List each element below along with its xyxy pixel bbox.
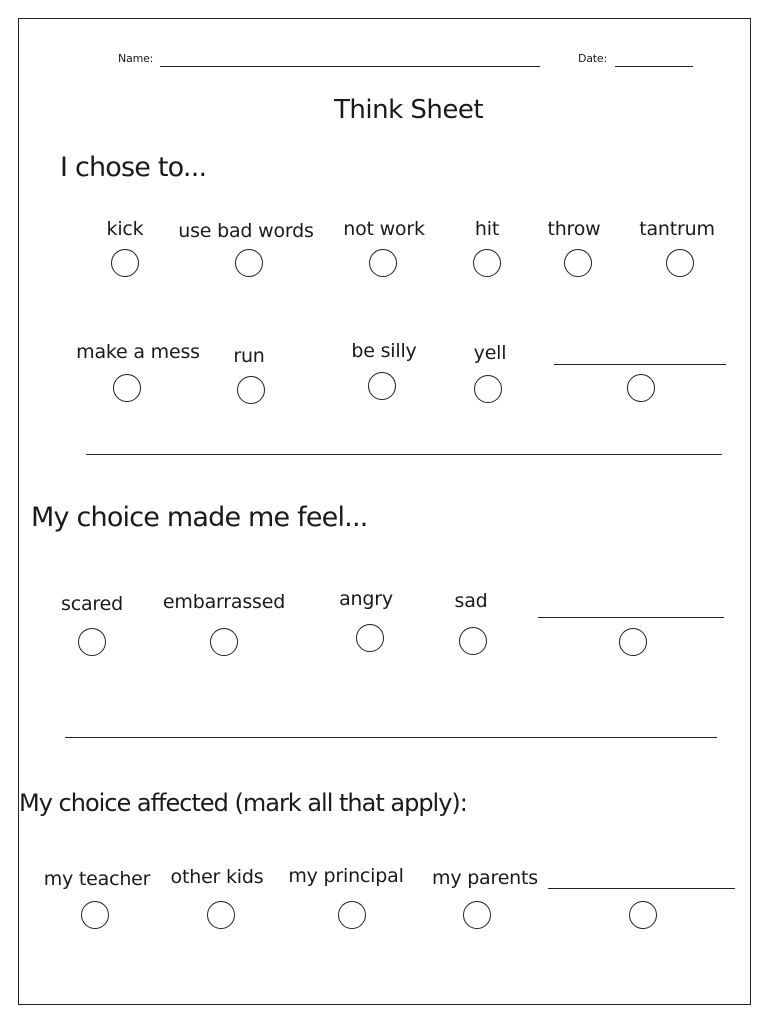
option-bubble-sad[interactable] bbox=[459, 627, 487, 655]
section-divider bbox=[65, 737, 717, 738]
option-label: yell bbox=[473, 342, 507, 364]
date-field[interactable] bbox=[615, 66, 693, 67]
other-choice-blank[interactable] bbox=[554, 364, 726, 365]
option-bubble-other-choice[interactable] bbox=[627, 374, 655, 402]
date-label: Date: bbox=[578, 52, 607, 65]
option-bubble-be-silly[interactable] bbox=[368, 372, 396, 400]
option-bubble-my-parents[interactable] bbox=[463, 901, 491, 929]
option-bubble-embarrassed[interactable] bbox=[210, 628, 238, 656]
option-label: angry bbox=[339, 588, 393, 610]
option-bubble-other-kids[interactable] bbox=[207, 901, 235, 929]
other-feeling-blank[interactable] bbox=[538, 617, 724, 618]
feel-heading: My choice made me feel... bbox=[31, 502, 368, 533]
option-label: kick bbox=[106, 218, 144, 240]
option-bubble-use-bad-words[interactable] bbox=[235, 249, 263, 277]
option-bubble-kick[interactable] bbox=[111, 249, 139, 277]
name-field[interactable] bbox=[160, 66, 540, 67]
option-label: throw bbox=[547, 218, 601, 240]
option-label: use bad words bbox=[178, 220, 314, 242]
option-label: not work bbox=[343, 218, 425, 240]
option-bubble-make-a-mess[interactable] bbox=[113, 374, 141, 402]
option-label: run bbox=[233, 345, 265, 367]
option-bubble-angry[interactable] bbox=[356, 624, 384, 652]
option-bubble-other-affected[interactable] bbox=[629, 901, 657, 929]
option-label: be silly bbox=[351, 340, 417, 362]
other-affected-blank[interactable] bbox=[548, 888, 735, 889]
option-bubble-my-teacher[interactable] bbox=[81, 901, 109, 929]
option-bubble-other-feeling[interactable] bbox=[619, 628, 647, 656]
option-bubble-not-work[interactable] bbox=[369, 249, 397, 277]
affected-heading: My choice affected (mark all that apply): bbox=[19, 789, 467, 817]
option-bubble-hit[interactable] bbox=[473, 249, 501, 277]
option-bubble-scared[interactable] bbox=[78, 628, 106, 656]
name-label: Name: bbox=[118, 52, 154, 65]
option-label: my parents bbox=[432, 867, 538, 889]
option-label: scared bbox=[61, 593, 123, 615]
option-label: my teacher bbox=[43, 868, 151, 890]
option-bubble-yell[interactable] bbox=[474, 375, 502, 403]
option-bubble-run[interactable] bbox=[237, 376, 265, 404]
option-label: embarrassed bbox=[162, 591, 286, 613]
option-bubble-tantrum[interactable] bbox=[666, 249, 694, 277]
option-label: my principal bbox=[288, 865, 404, 887]
option-label: make a mess bbox=[76, 341, 200, 363]
option-label: other kids bbox=[170, 866, 264, 888]
option-label: tantrum bbox=[639, 218, 715, 240]
option-bubble-throw[interactable] bbox=[564, 249, 592, 277]
section-divider bbox=[86, 454, 722, 455]
page-title: Think Sheet bbox=[334, 95, 484, 125]
option-label: hit bbox=[474, 218, 500, 240]
option-label: sad bbox=[454, 590, 488, 612]
option-bubble-my-principal[interactable] bbox=[338, 901, 366, 929]
chose-heading: I chose to... bbox=[60, 152, 207, 183]
